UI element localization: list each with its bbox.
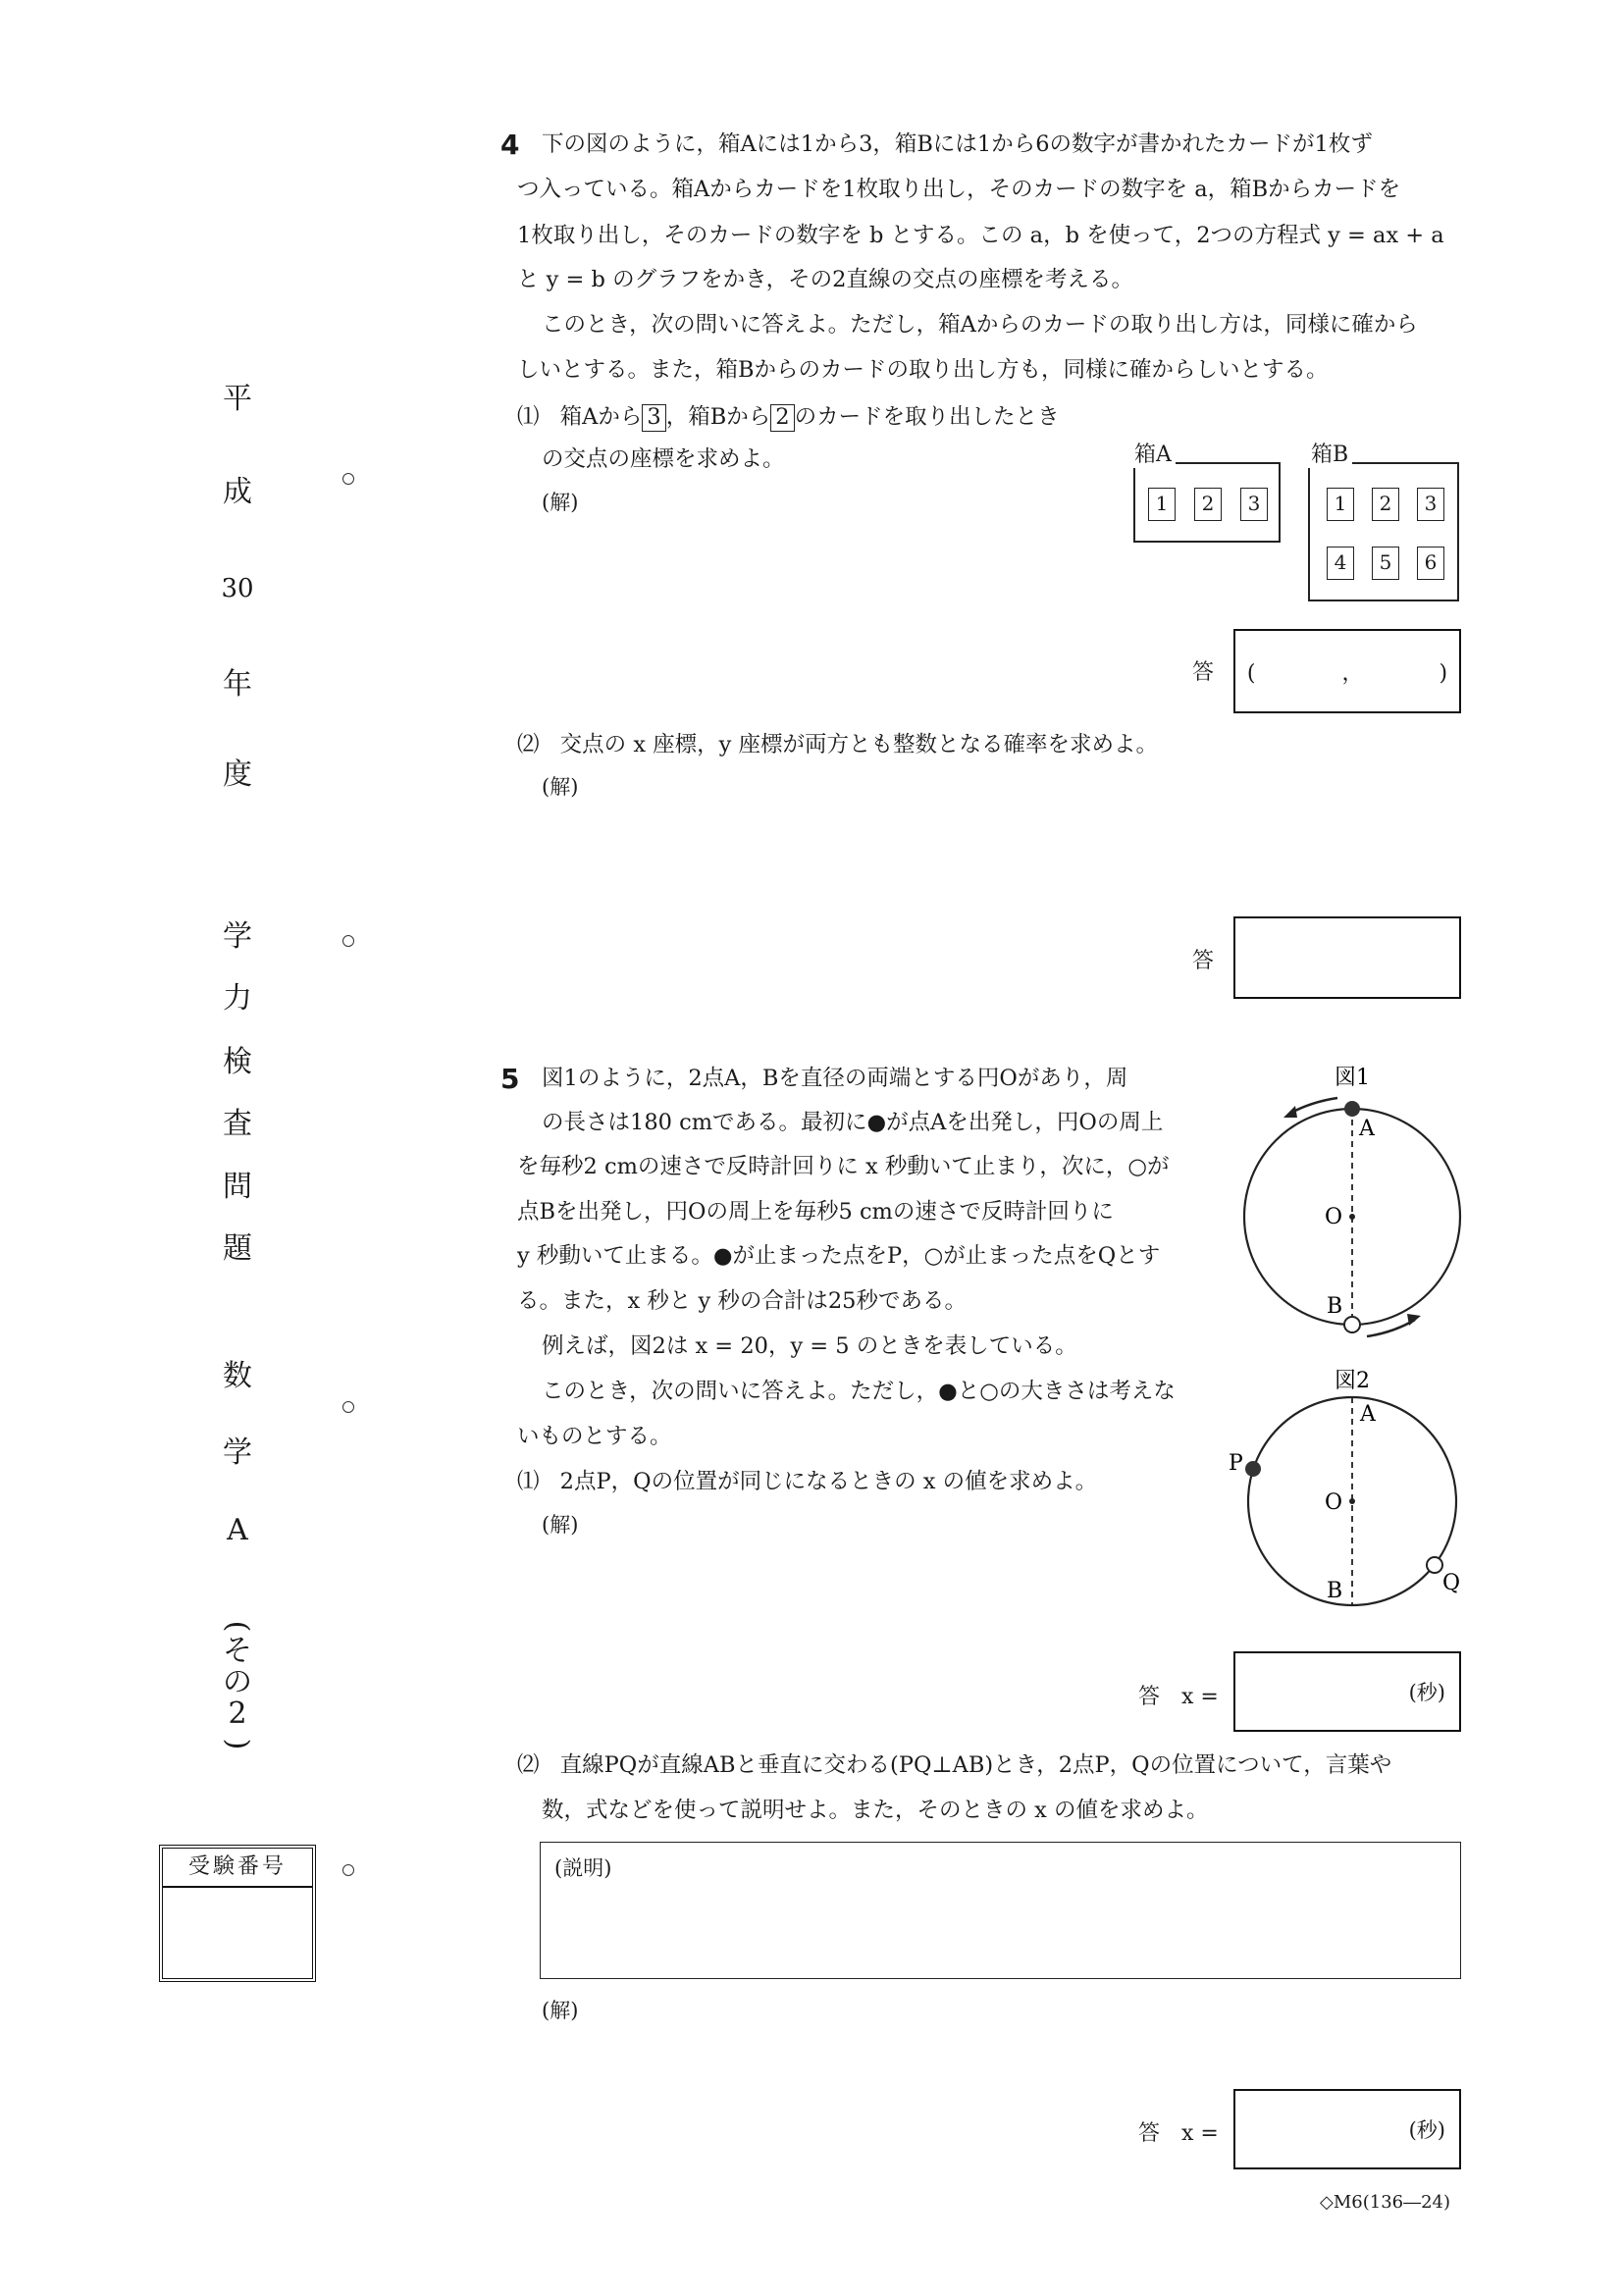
answer-unit: (秒) [1408, 1681, 1445, 1704]
q5-text-line: いものとする。 [517, 1424, 672, 1449]
point-p-label: P [1229, 1451, 1243, 1476]
q5-text-line: る。また，x 秒と y 秒の合計は25秒である。 [517, 1288, 967, 1314]
title-char: の [223, 1665, 252, 1699]
explanation-box[interactable] [540, 1842, 1461, 1979]
exam-number-label: 受験番号 [163, 1849, 312, 1888]
q5-text-line: の長さは180 cmである。最初に●が点Aを出発し，円Oの周上 [542, 1110, 1164, 1135]
fig2-title: 図2 [1335, 1369, 1370, 1393]
q4-sub1-text: の交点の座標を求めよ。 [542, 446, 785, 472]
answer-label: 答 [1192, 660, 1215, 685]
card: 3 [1240, 488, 1268, 521]
card: 4 [1327, 547, 1354, 580]
title-char: 学 [223, 919, 252, 954]
point-p-dot [1245, 1461, 1261, 1477]
title-char: 2 [228, 1696, 247, 1731]
title-char: 平 [223, 382, 252, 416]
center-point [1349, 1498, 1355, 1504]
q5-text-line: 例えば，図2は x = 20，y = 5 のときを表している。 [542, 1333, 1077, 1359]
point-o-label: O [1325, 1490, 1343, 1515]
title-paren-close: ) [220, 1738, 255, 1750]
point-b-label: B [1327, 1579, 1343, 1603]
q4-sub1-text: のカードを取り出したとき [794, 404, 1060, 430]
q5-text-line: 図1のように，2点A，Bを直径の両端とする円Oがあり，周 [542, 1066, 1128, 1091]
card: 2 [1372, 488, 1399, 521]
q5-sub2-text: 直線PQが直線ABと垂直に交わる(PQ⊥AB)とき，2点P，Qの位置について，言葉や [559, 1752, 1392, 1778]
work-label: (解) [542, 1513, 579, 1537]
answer-unit: (秒) [1408, 2118, 1445, 2142]
q4-sub1-label: ⑴ [517, 404, 540, 430]
q4-sub1-text: 箱Aから [559, 404, 643, 430]
point-a-label: A [1360, 1402, 1376, 1427]
card-inline: 3 [642, 404, 665, 432]
q4-text-line: 下の図のように，箱Aには1から3，箱Bには1から6の数字が書かれたカードが1枚ず [542, 131, 1373, 157]
q4-text-line: 1枚取り出し，そのカードの数字を b とする。この a，b を使って，2つの方程式 y = ax + a [517, 223, 1444, 248]
title-char: 度 [223, 757, 252, 792]
white-dot [1344, 1317, 1360, 1332]
work-label: (解) [542, 1999, 579, 2022]
box-b [1308, 462, 1459, 601]
box-b-label: 箱B [1307, 438, 1352, 468]
explanation-label: (説明) [554, 1856, 612, 1880]
box-a-label: 箱A [1130, 438, 1176, 468]
footer-code: ◇M6(136―24) [1320, 2192, 1451, 2213]
q5-sub2-label: ⑵ [517, 1752, 540, 1778]
work-label: (解) [542, 775, 579, 799]
point-q-label: Q [1442, 1571, 1461, 1595]
point-a-label: A [1359, 1117, 1375, 1141]
q5-text-line: 点Bを出発し，円Oの周上を毎秒5 cmの速さで反時計回りに [517, 1199, 1114, 1225]
answer-template: ( ， ) [1246, 661, 1448, 686]
q4-sub2-label: ⑵ [517, 732, 540, 757]
title-char: 題 [223, 1231, 252, 1266]
q4-text-line: このとき，次の問いに答えよ。ただし，箱Aからのカードの取り出し方は，同様に確から [542, 312, 1418, 338]
card: 3 [1417, 488, 1444, 521]
q4-sub1-answer-box[interactable] [1233, 629, 1461, 713]
box-a [1133, 462, 1281, 543]
q5-text-line: このとき，次の問いに答えよ。ただし，●と○の大きさは考えな [542, 1379, 1176, 1404]
q4-sub2-answer-box[interactable] [1233, 916, 1461, 999]
q5-sub1-prompt [517, 1469, 1097, 1495]
title-char: 数 [223, 1359, 252, 1393]
title-char: 問 [223, 1170, 252, 1204]
title-char: 年 [223, 667, 252, 702]
work-label: (解) [542, 491, 579, 514]
title-char: 成 [223, 475, 252, 509]
q4-text-line: しいとする。また，箱Bからのカードの取り出し方も，同様に確からしいとする。 [517, 357, 1329, 383]
binding-hole [342, 473, 354, 485]
card: 1 [1327, 488, 1354, 521]
answer-label: 答 [1192, 949, 1215, 973]
q5-text-line: を毎秒2 cmの速さで反時計回りに x 秒動いて止まり，次に，○が [517, 1154, 1170, 1179]
answer-label: 答 x = [1138, 1685, 1219, 1709]
q5-sub2-prompt [517, 1752, 1391, 1779]
q4-sub1-prompt [517, 404, 1060, 432]
binding-hole [342, 935, 354, 947]
q4-sub2-text: 交点の x 座標，y 座標が両方とも整数となる確率を求めよ。 [559, 732, 1159, 757]
q5-sub2-answer-box[interactable] [1233, 2089, 1461, 2169]
q5-sub1-answer-box[interactable] [1233, 1651, 1461, 1732]
black-dot [1344, 1101, 1360, 1117]
title-char: 検 [223, 1045, 252, 1079]
q5-sub1-label: ⑴ [517, 1469, 540, 1494]
title-char: A [227, 1513, 248, 1547]
title-char: 学 [223, 1435, 252, 1470]
exam-number-box[interactable] [159, 1845, 316, 1982]
point-q-dot [1427, 1557, 1442, 1573]
binding-hole [342, 1401, 354, 1413]
q5-sub1-text: 2点P，Qの位置が同じになるときの x の値を求めよ。 [559, 1469, 1098, 1494]
title-char: 30 [221, 574, 254, 603]
card: 2 [1194, 488, 1222, 521]
arrow-head-icon [1283, 1106, 1297, 1118]
answer-label: 答 x = [1138, 2121, 1219, 2146]
center-point [1349, 1214, 1355, 1220]
figure-1 [1217, 1055, 1472, 1359]
title-char: 力 [223, 981, 252, 1016]
fig1-title: 図1 [1335, 1066, 1370, 1090]
q4-sub2-prompt [517, 732, 1158, 758]
figure-2 [1217, 1364, 1472, 1619]
question-5-number: 5 [500, 1063, 520, 1095]
card: 1 [1148, 488, 1176, 521]
title-char: 査 [223, 1107, 252, 1141]
card: 6 [1417, 547, 1444, 580]
card-inline: 2 [770, 404, 794, 432]
title-paren-open: ( [220, 1620, 255, 1633]
card: 5 [1372, 547, 1399, 580]
point-b-label: B [1327, 1294, 1343, 1319]
q4-text-line: と y = b のグラフをかき，その2直線の交点の座標を考える。 [517, 267, 1133, 292]
q5-sub2-text: 数，式などを使って説明せよ。また，そのときの x の値を求めよ。 [542, 1798, 1209, 1823]
binding-hole [342, 1864, 354, 1876]
question-4-number: 4 [500, 129, 520, 161]
q4-sub1-text: ，箱Bから [665, 404, 771, 430]
arrow-head-icon [1407, 1314, 1421, 1326]
q4-text-line: つ入っている。箱Aからカードを1枚取り出し，そのカードの数字を a，箱Bからカードを [517, 177, 1401, 202]
title-char: そ [223, 1634, 252, 1668]
point-o-label: O [1325, 1205, 1343, 1229]
q5-text-line: y 秒動いて止まる。●が止まった点をP，○が止まった点をQとす [517, 1243, 1161, 1269]
